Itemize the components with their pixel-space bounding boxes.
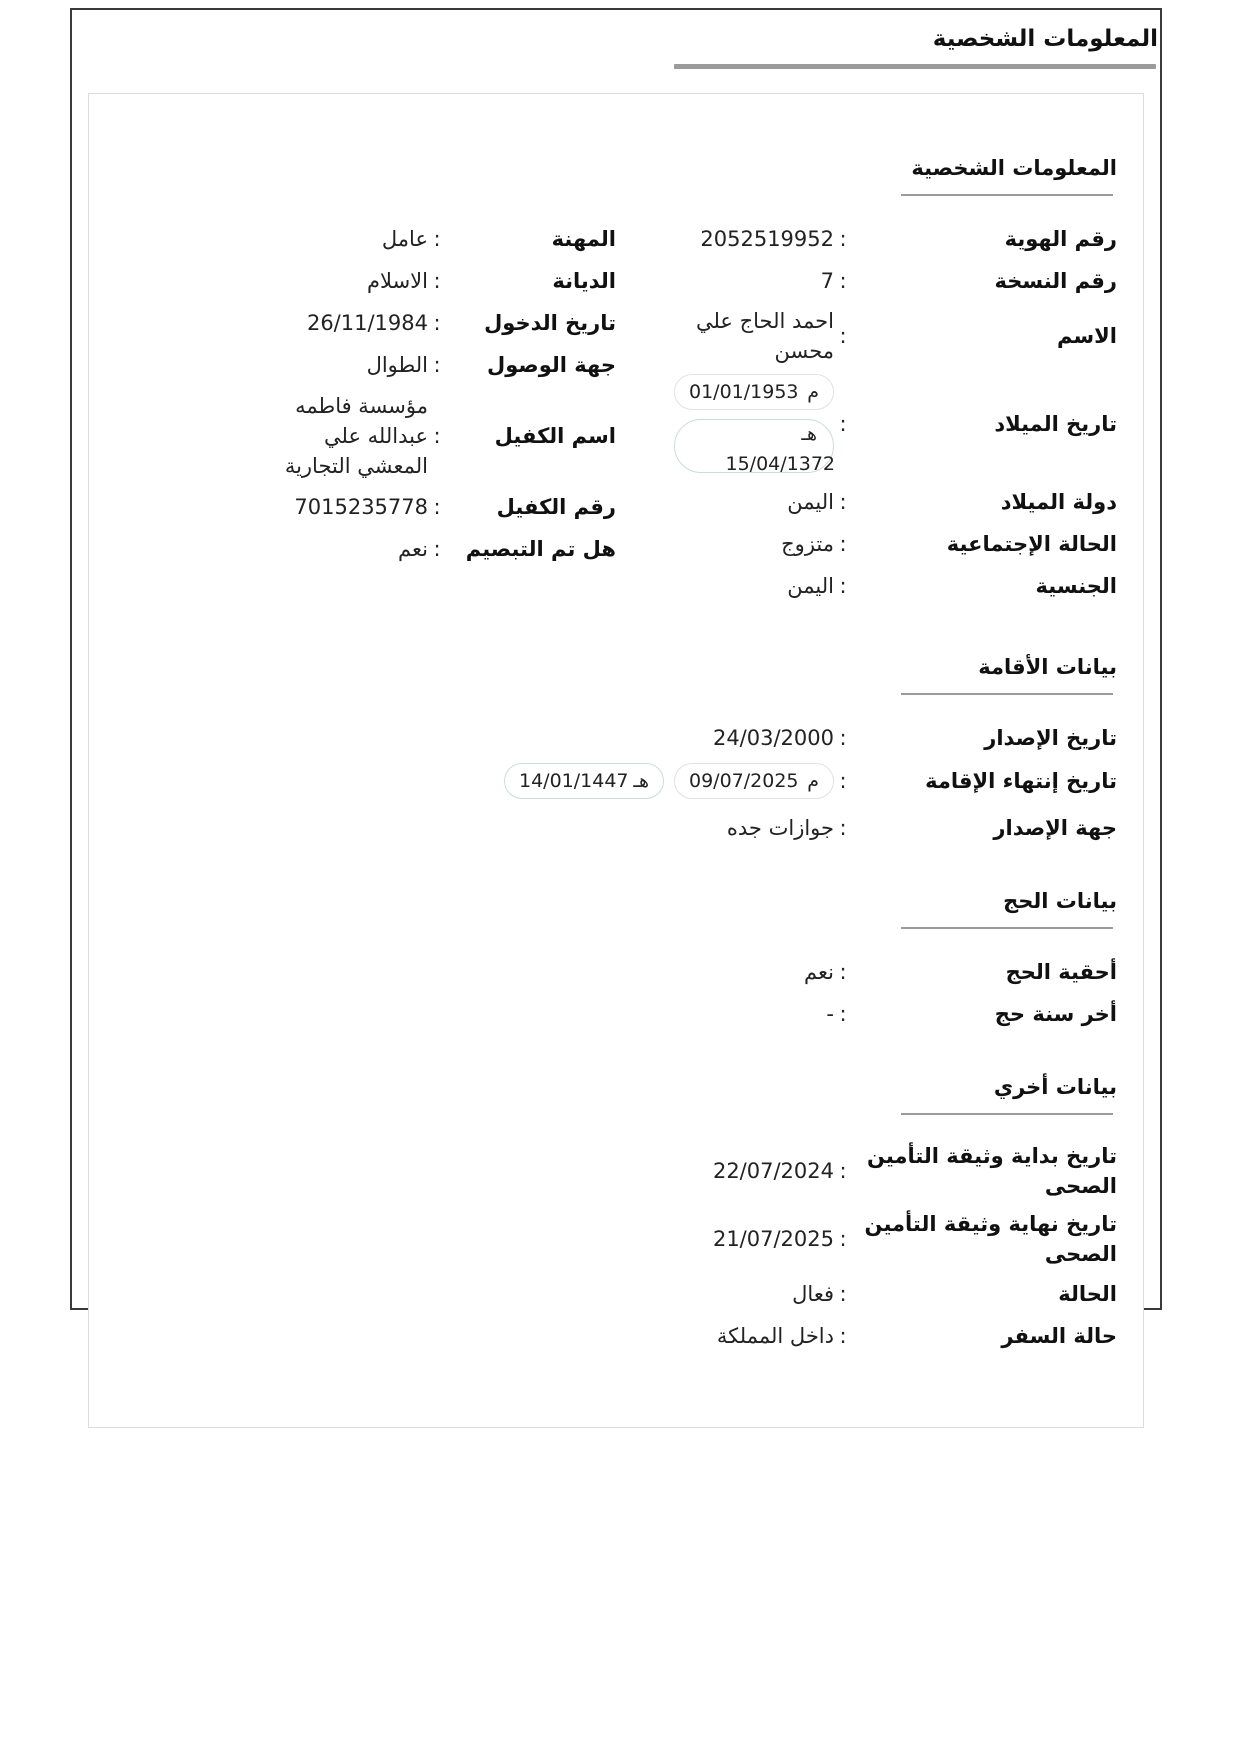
colon-separator: : — [839, 726, 847, 750]
hijri-date-chip — [674, 419, 834, 473]
field-label: الحالة الإجتماعية — [946, 532, 1117, 556]
field-value: اليمن — [787, 574, 834, 598]
section-other-info — [115, 1075, 1117, 1353]
gregorian-marker: م — [807, 770, 819, 792]
field-value: متزوج — [781, 532, 834, 556]
field-label: حالة السفر — [1001, 1324, 1117, 1348]
field-row-nationality — [616, 569, 1117, 603]
colon-separator: : — [839, 1159, 847, 1183]
field-row-status — [115, 1277, 1117, 1311]
personal-info-right-column — [616, 222, 1117, 611]
field-row-marital-status — [616, 527, 1117, 561]
section-underline — [901, 194, 1113, 196]
field-value: داخل المملكة — [716, 1324, 834, 1348]
colon-separator: : — [839, 574, 847, 598]
field-label: المهنة — [551, 227, 616, 251]
hijri-date-chip — [504, 763, 664, 799]
field-value: - — [826, 1002, 834, 1026]
hijri-marker: هـ — [633, 770, 649, 792]
colon-separator: : — [433, 227, 441, 251]
field-value: 21/07/2025 — [712, 1227, 834, 1251]
field-row-entry-date — [115, 306, 616, 340]
colon-separator: : — [839, 324, 847, 348]
gregorian-marker: م — [807, 381, 819, 403]
field-row-arrival-port — [115, 348, 616, 382]
field-value: نعم — [804, 960, 834, 984]
field-label: رقم النسخة — [994, 269, 1117, 293]
colon-separator: : — [433, 537, 441, 561]
colon-separator: : — [839, 1282, 847, 1306]
field-value: 2052519952 — [700, 227, 834, 251]
field-label: الجنسية — [1035, 574, 1117, 598]
section-title: بيانات الحج — [1003, 889, 1117, 913]
field-label: تاريخ إنتهاء الإقامة — [925, 769, 1117, 793]
field-label: الاسم — [1057, 324, 1117, 348]
field-row-sponsor-name — [115, 390, 616, 482]
field-row-insurance-end-date — [115, 1209, 1117, 1269]
field-row-version-number — [616, 264, 1117, 298]
field-label: رقم الكفيل — [496, 495, 616, 519]
field-label: الحالة — [1058, 1282, 1117, 1306]
field-label: أحقية الحج — [1005, 960, 1117, 984]
colon-separator: : — [839, 490, 847, 514]
colon-separator: : — [433, 269, 441, 293]
field-row-name — [616, 306, 1117, 366]
section-personal-info — [115, 156, 1117, 611]
field-label: رقم الهوية — [1004, 227, 1117, 251]
field-row-hajj-eligibility — [115, 955, 1117, 989]
field-row-issue-date — [115, 721, 1117, 755]
colon-separator: : — [839, 960, 847, 984]
hijri-marker: هـ — [801, 423, 817, 445]
field-label: هل تم التبصيم — [465, 537, 616, 561]
info-card — [88, 93, 1144, 1428]
colon-separator: : — [839, 411, 847, 436]
field-label: تاريخ نهاية وثيقة التأمين الصحى — [864, 1212, 1117, 1266]
colon-separator: : — [839, 1227, 847, 1251]
section-residence-info — [115, 655, 1117, 845]
field-value: 7015235778 — [294, 495, 428, 519]
field-label: تاريخ الميلاد — [994, 411, 1117, 436]
title-underline-bar — [674, 64, 1156, 69]
section-underline — [901, 1113, 1113, 1115]
field-label: جهة الإصدار — [993, 816, 1117, 840]
field-label: جهة الوصول — [487, 353, 616, 377]
section-underline — [901, 693, 1113, 695]
field-row-religion — [115, 264, 616, 298]
gregorian-date-chip — [674, 763, 834, 799]
field-label: الديانة — [552, 269, 616, 293]
field-label: أخر سنة حج — [994, 1002, 1117, 1026]
colon-separator: : — [839, 269, 847, 293]
field-label: تاريخ بداية وثيقة التأمين الصحى — [866, 1144, 1117, 1198]
personal-info-columns — [115, 222, 1117, 611]
expiry-date-pills — [504, 763, 834, 799]
field-value: 7 — [820, 269, 834, 293]
colon-separator: : — [839, 532, 847, 556]
field-value: الطوال — [366, 353, 428, 377]
field-value: اليمن — [787, 490, 834, 514]
gregorian-date-value: 09/07/2025 — [689, 770, 799, 792]
field-value: فعال — [792, 1282, 834, 1306]
colon-separator: : — [839, 227, 847, 251]
hijri-date-value: 14/01/1447 — [519, 770, 629, 792]
field-row-birth-date — [616, 374, 1117, 473]
field-label: دولة الميلاد — [1000, 490, 1117, 514]
page-header — [72, 10, 1160, 69]
colon-separator: : — [433, 311, 441, 335]
section-title: بيانات الأقامة — [978, 655, 1117, 679]
field-row-sponsor-number — [115, 490, 616, 524]
field-label: تاريخ الإصدار — [984, 726, 1117, 750]
field-value: 26/11/1984 — [306, 311, 428, 335]
field-row-birth-country — [616, 485, 1117, 519]
field-label: تاريخ الدخول — [484, 311, 616, 335]
field-label: اسم الكفيل — [494, 424, 616, 448]
field-row-issuing-authority — [115, 811, 1117, 845]
colon-separator: : — [433, 353, 441, 377]
colon-separator: : — [839, 816, 847, 840]
gregorian-date-value: 01/01/1953 — [689, 381, 799, 403]
colon-separator: : — [839, 1002, 847, 1026]
section-underline — [901, 927, 1113, 929]
colon-separator: : — [839, 769, 847, 793]
field-row-insurance-start-date — [115, 1141, 1117, 1201]
page-title: المعلومات الشخصية — [932, 26, 1158, 52]
field-value: 22/07/2024 — [712, 1159, 834, 1183]
field-value: 24/03/2000 — [712, 726, 834, 750]
field-value: احمد الحاج علي محسن — [695, 309, 834, 363]
birth-date-pills — [674, 374, 834, 473]
hijri-date-value: 15/04/1372 — [725, 453, 835, 475]
field-row-id-number — [616, 222, 1117, 256]
field-value: عامل — [381, 227, 428, 251]
section-title: بيانات أخري — [993, 1075, 1117, 1099]
colon-separator: : — [433, 495, 441, 519]
field-row-last-hajj-year — [115, 997, 1117, 1031]
field-row-travel-status — [115, 1319, 1117, 1353]
field-row-fingerprinted — [115, 532, 616, 566]
field-value: نعم — [398, 537, 428, 561]
section-title: المعلومات الشخصية — [911, 156, 1117, 180]
colon-separator: : — [433, 424, 441, 448]
colon-separator: : — [839, 1324, 847, 1348]
field-value: الاسلام — [367, 269, 428, 293]
field-value: جوازات جده — [726, 816, 834, 840]
field-value: مؤسسة فاطمه عبدالله علي المعشي التجارية — [284, 394, 428, 478]
field-row-profession — [115, 222, 616, 256]
personal-info-left-column — [115, 222, 616, 611]
field-row-residence-expiry — [115, 763, 1117, 799]
section-hajj-info — [115, 889, 1117, 1031]
gregorian-date-chip — [674, 374, 834, 410]
document-frame — [70, 8, 1162, 1348]
